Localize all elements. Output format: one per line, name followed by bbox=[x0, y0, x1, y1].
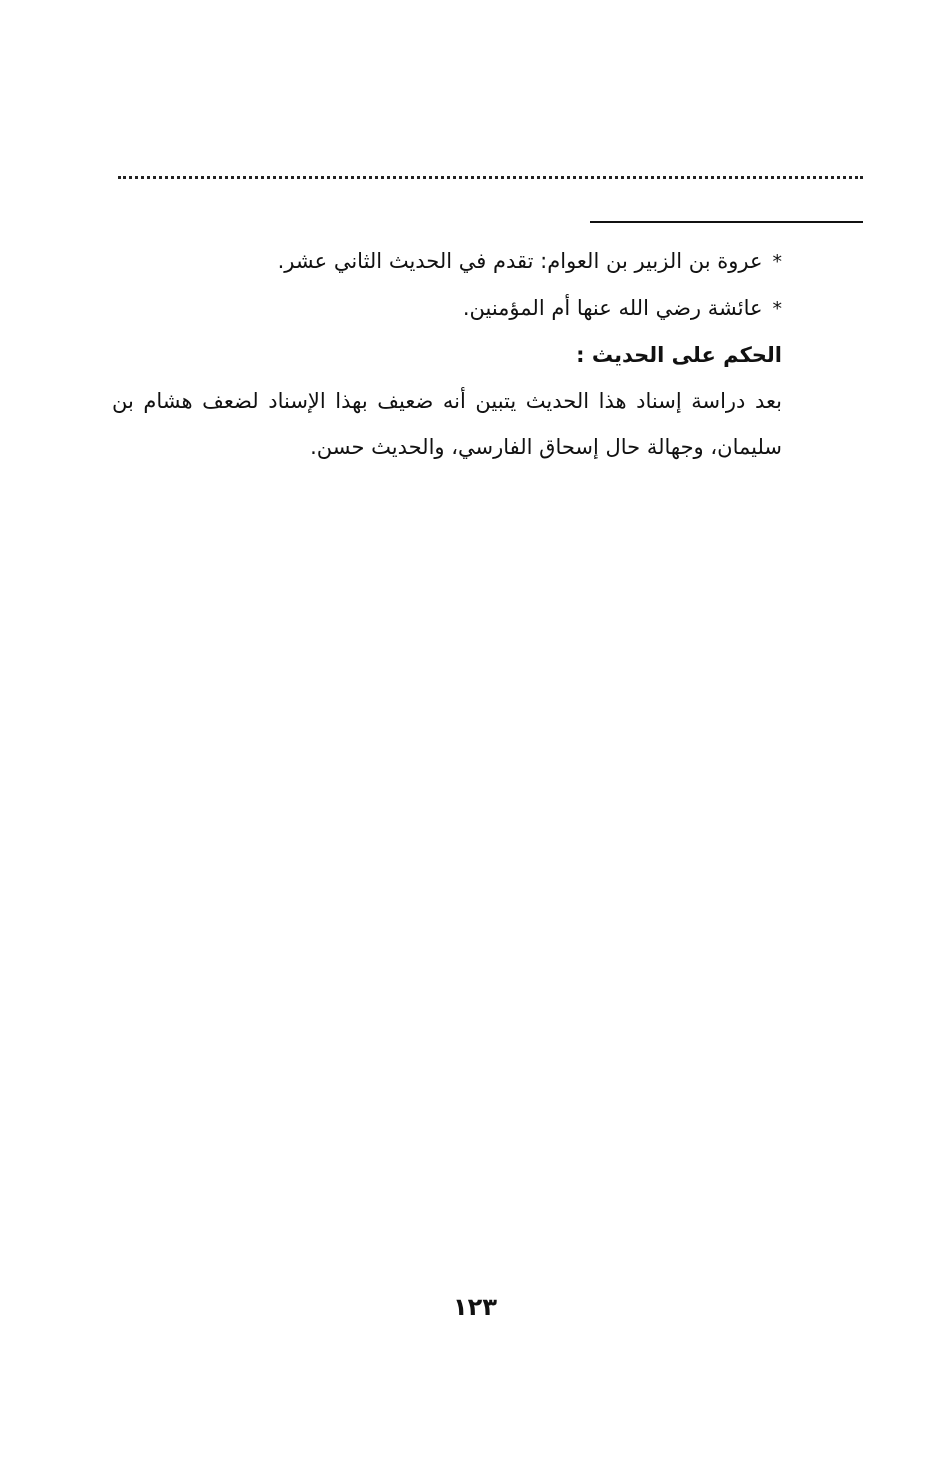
asterisk-bullet-icon: * bbox=[772, 251, 782, 273]
page-number: ١٢٣ bbox=[453, 1293, 497, 1321]
bullet-text: عائشة رضي الله عنها أم المؤمنين. bbox=[462, 296, 763, 320]
bullet-item-aisha bbox=[112, 285, 782, 332]
bullet-text: عروة بن الزبير بن العوام: تقدم في الحديث الثاني عشر. bbox=[277, 249, 763, 273]
bullet-item-urwa bbox=[112, 238, 782, 285]
footnote-rule bbox=[590, 221, 863, 223]
asterisk-bullet-icon: * bbox=[772, 298, 782, 320]
paragraph-line-2: سليمان، وجهالة حال إسحاق الفارسي، والحديث حسن. bbox=[310, 435, 782, 459]
dotted-separator bbox=[118, 176, 863, 179]
section-heading: الحكم على الحديث : bbox=[576, 343, 782, 367]
paragraph-line-1: بعد دراسة إسناد هذا الحديث يتبين أنه ضعيف بهذا الإسناد لضعف هشام بن bbox=[112, 389, 782, 413]
main-text bbox=[112, 238, 782, 470]
